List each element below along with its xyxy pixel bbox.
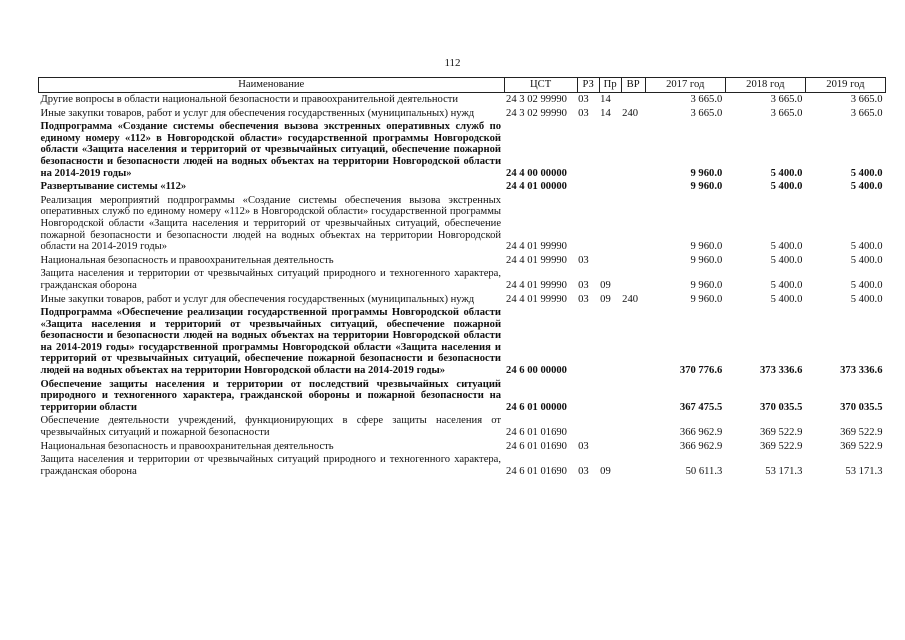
cell-cst: 24 3 02 99990 xyxy=(506,107,567,119)
cell-name: Иные закупки товаров, работ и услуг для обеспечения государственных (муниципальных) нужд xyxy=(40,293,475,305)
cell-2018: 369 522.9 xyxy=(759,427,803,439)
table-row xyxy=(39,293,886,307)
cell-cst: 24 6 01 01690 xyxy=(506,440,567,452)
cell-rz: 03 xyxy=(578,293,589,305)
cell-2018: 3 665.0 xyxy=(770,107,803,119)
cell-rz xyxy=(577,414,599,439)
cell-name: Развертывание системы «112» xyxy=(40,181,187,193)
table-row xyxy=(39,453,886,478)
cell-cst: 24 4 01 99990 xyxy=(506,241,567,253)
cell-2019: 369 522.9 xyxy=(840,440,883,452)
cell-cst: 24 4 00 00000 xyxy=(506,167,567,179)
table-row xyxy=(39,267,886,292)
cell-rz: 03 xyxy=(578,440,589,452)
cell-vr xyxy=(621,194,645,254)
cell-pr xyxy=(599,378,621,415)
cell-2018: 5 400.0 xyxy=(770,241,803,253)
cell-name: Подпрограмма «Обеспечение реализации государственной программы Новгородской области «Защита населения и территорий от чрезвычайных ситуаций, обеспечение пожарной безопасности и безопасности людей на водных объектах на территории Новгородской области на 2014-2019 годы» государственной программы Новгородской области «Защита населения и территорий от чрезвычайных ситуаций, обеспечение пожарной безопасности и безопасности людей на водных объектах на территории Новгородской области на 2014-2019 годы» xyxy=(40,307,502,377)
cell-2019: 5 400.0 xyxy=(850,167,883,179)
table-row xyxy=(39,414,886,439)
cell-2018: 3 665.0 xyxy=(770,94,803,105)
cell-vr xyxy=(621,378,645,415)
cell-vr xyxy=(621,93,645,107)
header-pr: Пр xyxy=(599,78,621,93)
cell-rz: 03 xyxy=(578,254,589,266)
cell-cst: 24 6 01 01690 xyxy=(506,465,567,477)
cell-rz: 03 xyxy=(578,279,589,291)
cell-2018: 369 522.9 xyxy=(759,440,803,452)
budget-table xyxy=(38,77,886,478)
cell-vr xyxy=(621,267,645,292)
cell-cst: 24 4 01 99990 xyxy=(506,279,567,291)
cell-2018: 5 400.0 xyxy=(770,279,803,291)
cell-name: Обеспечение деятельности учреждений, функционирующих в сфере защиты населения от чрезвычайных ситуаций и пожарной безопасности xyxy=(40,415,502,439)
cell-2017: 366 962.9 xyxy=(679,440,723,452)
cell-pr xyxy=(599,254,621,268)
cell-vr xyxy=(621,414,645,439)
cell-name: Подпрограмма «Создание системы обеспечения вызова экстренных оперативных служб по единому номеру «112» в Новгородской области» государственной программы Новгородской области «Защита населения и территорий от чрезвычайных ситуаций, обеспечение пожарной безопасности и безопасности людей на водных объектах на территории Новгородской области на 2014-2019 годы» xyxy=(40,121,502,179)
page-number: 112 xyxy=(444,57,461,69)
cell-pr xyxy=(599,440,621,454)
cell-2017: 9 960.0 xyxy=(690,167,723,179)
cell-name: Другие вопросы в области национальной безопасности и правоохранительной деятельности xyxy=(40,94,459,105)
cell-2017: 3 665.0 xyxy=(690,94,723,105)
cell-pr: 09 xyxy=(600,293,611,305)
cell-2017: 9 960.0 xyxy=(690,293,723,305)
header-rz: РЗ xyxy=(577,78,599,93)
cell-vr xyxy=(621,120,645,180)
cell-vr xyxy=(621,254,645,268)
table-row xyxy=(39,378,886,415)
cell-2017: 9 960.0 xyxy=(690,181,723,193)
cell-name: Защита населения и территории от чрезвычайных ситуаций природного и техногенного характера, гражданская оборона xyxy=(40,454,502,477)
table-row xyxy=(39,440,886,454)
cell-2017: 50 611.3 xyxy=(685,465,723,477)
cell-2019: 373 336.6 xyxy=(840,365,883,377)
cell-cst: 24 3 02 99990 xyxy=(506,94,567,105)
cell-rz xyxy=(577,194,599,254)
cell-vr: 240 xyxy=(622,293,639,305)
cell-pr xyxy=(599,414,621,439)
cell-name: Реализация мероприятий подпрограммы «Создание системы обеспечения вызова экстренных оперативных служб по единому номеру «112» в Новгородской области» государственной программы Новгородской области «Защита населения и территорий от чрезвычайных ситуаций, обеспечение пожарной безопасности и безопасности людей на водных объектах на территории Новгородской области на 2014-2019 годы» xyxy=(40,194,502,253)
cell-2017: 9 960.0 xyxy=(690,241,723,253)
cell-rz: 03 xyxy=(578,94,589,105)
cell-rz xyxy=(577,378,599,415)
cell-cst: 24 6 00 00000 xyxy=(506,365,567,377)
cell-cst: 24 4 01 00000 xyxy=(506,181,567,193)
cell-2017: 366 962.9 xyxy=(679,427,723,439)
header-cst: ЦСТ xyxy=(504,78,577,93)
header-vr: ВР xyxy=(621,78,645,93)
cell-rz: 03 xyxy=(578,465,589,477)
cell-2017: 9 960.0 xyxy=(690,254,723,266)
cell-2019: 53 171.3 xyxy=(845,465,883,477)
cell-vr xyxy=(621,180,645,194)
cell-pr: 14 xyxy=(600,94,611,105)
cell-2019: 5 400.0 xyxy=(850,241,883,253)
cell-cst: 24 4 01 99990 xyxy=(506,254,567,266)
cell-rz xyxy=(577,180,599,194)
cell-pr xyxy=(599,120,621,180)
cell-pr xyxy=(599,180,621,194)
cell-name: Иные закупки товаров, работ и услуг для обеспечения государственных (муниципальных) нужд xyxy=(40,107,475,119)
cell-2019: 3 665.0 xyxy=(850,107,883,119)
cell-2017: 367 475.5 xyxy=(679,401,723,413)
header-2019: 2019 год xyxy=(805,78,885,93)
cell-2018: 373 336.6 xyxy=(759,365,803,377)
cell-name: Защита населения и территории от чрезвычайных ситуаций природного и техногенного характера, гражданская оборона xyxy=(40,268,502,291)
cell-rz xyxy=(577,306,599,378)
table-row xyxy=(39,306,886,378)
cell-vr xyxy=(621,453,645,478)
table-header xyxy=(39,78,886,93)
cell-cst: 24 6 01 00000 xyxy=(506,401,567,413)
cell-2018: 5 400.0 xyxy=(770,181,803,193)
cell-name: Обеспечение защиты населения и территории от последствий чрезвычайных ситуаций природного и техногенного характера, гражданской обороны и пожарной безопасности на территории области xyxy=(40,378,502,413)
cell-2019: 5 400.0 xyxy=(850,181,883,193)
table-row xyxy=(39,194,886,254)
cell-name: Национальная безопасность и правоохранительная деятельность xyxy=(40,254,334,266)
cell-cst: 24 4 01 99990 xyxy=(506,293,567,305)
table-row xyxy=(39,180,886,194)
cell-2019: 369 522.9 xyxy=(840,427,883,439)
cell-pr xyxy=(599,194,621,254)
cell-2018: 5 400.0 xyxy=(770,254,803,266)
cell-2019: 5 400.0 xyxy=(850,279,883,291)
table-row xyxy=(39,93,886,107)
cell-vr xyxy=(621,306,645,378)
cell-2019: 370 035.5 xyxy=(840,401,883,413)
header-name: Наименование xyxy=(39,78,505,93)
cell-name: Национальная безопасность и правоохранительная деятельность xyxy=(40,440,334,452)
cell-2019: 5 400.0 xyxy=(850,293,883,305)
cell-2017: 3 665.0 xyxy=(690,107,723,119)
table-row xyxy=(39,107,886,121)
cell-2018: 5 400.0 xyxy=(770,293,803,305)
cell-2017: 370 776.6 xyxy=(679,365,723,377)
cell-pr: 09 xyxy=(600,279,611,291)
cell-2019: 3 665.0 xyxy=(850,94,883,105)
cell-vr xyxy=(621,440,645,454)
table-body xyxy=(39,93,886,479)
cell-cst: 24 6 01 01690 xyxy=(506,427,567,439)
table-row xyxy=(39,120,886,180)
cell-vr: 240 xyxy=(622,107,639,119)
cell-pr: 09 xyxy=(600,465,611,477)
cell-2018: 53 171.3 xyxy=(765,465,803,477)
header-2018: 2018 год xyxy=(725,78,805,93)
cell-2018: 370 035.5 xyxy=(759,401,803,413)
cell-rz xyxy=(577,120,599,180)
cell-pr xyxy=(599,306,621,378)
cell-rz: 03 xyxy=(578,107,589,119)
cell-2018: 5 400.0 xyxy=(770,167,803,179)
header-2017: 2017 год xyxy=(645,78,725,93)
cell-2017: 9 960.0 xyxy=(690,279,723,291)
cell-2019: 5 400.0 xyxy=(850,254,883,266)
cell-pr: 14 xyxy=(600,107,611,119)
table-row xyxy=(39,254,886,268)
